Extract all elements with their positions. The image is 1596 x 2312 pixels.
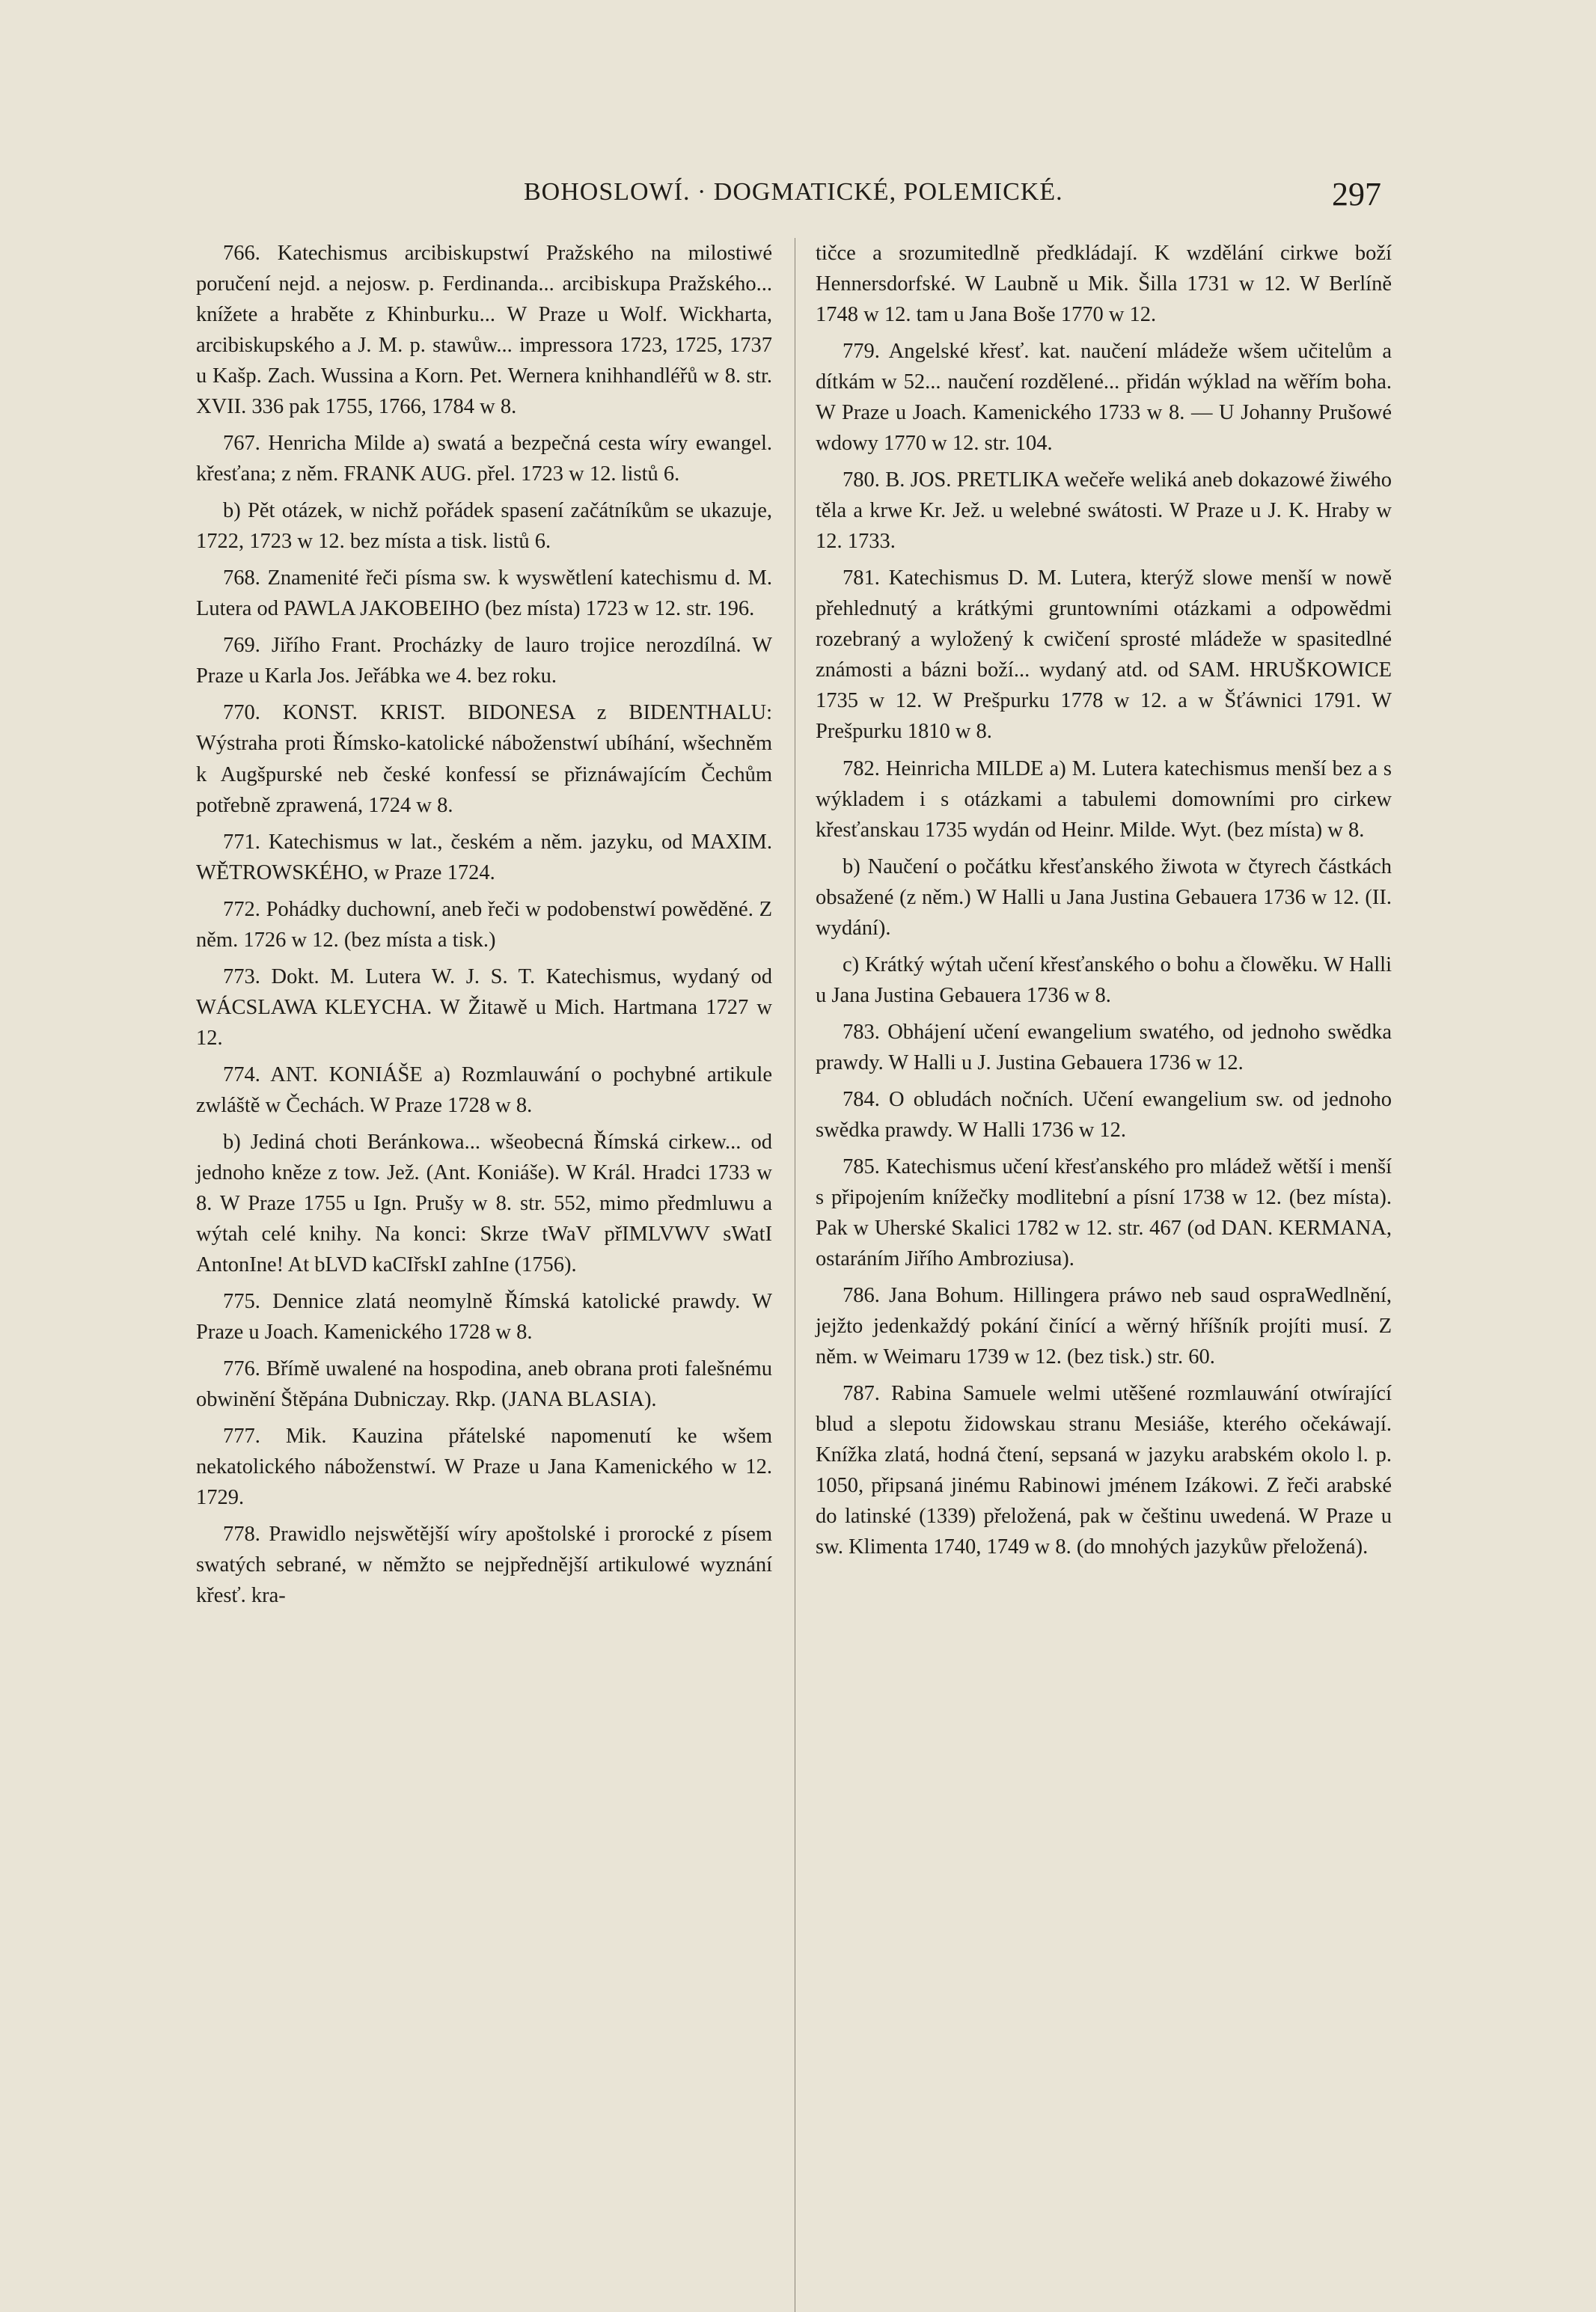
running-header: BOHOSLOWÍ. · DOGMATICKÉ, POLEMICKÉ. [524, 178, 1063, 206]
right-column [816, 238, 1392, 1568]
entry-786: 786. Jana Bohum. Hillingera práwo neb saud ospraWedlnění, jejžto jedenkaždý pokání činící a wěrný hříšník projíti musí. Z něm. w Weimaru 1739 w 12. (bez tisk.) str. 60. [816, 1284, 1392, 1369]
entry-770: 770. KONST. KRIST. BIDONESA z BIDENTHALU: Wýstraha proti Římsko-katolické náboženstwí ubíhání, wšechněm k Augšpurské neb české konfessí se přiznáwajícím Čechům potřebně zprawená, 1724 w 8. [196, 701, 772, 817]
entry-778: 778. Prawidlo nejswětější wíry apoštolské i prorocké z písem swatých sebrané, w němžto se nejpřednější artikulowé wyznání křesť. kra- [196, 1523, 772, 1608]
entry-779: 779. Angelské křesť. kat. naučení mládeže wšem učitelům a dítkám w 52... naučení rozdělené... přidán wýklad na wěřím boha. W Praze u Joach. Kamenického 1733 w 8. — U Johanny Prušowé wdowy 1770 w 12. str. 104. [816, 340, 1392, 456]
left-column [196, 238, 772, 1617]
entry-783: 783. Obhájení učení ewangelium swatého, od jednoho swědka prawdy. W Halli u J. Justina Gebauera 1736 w 12. [816, 1020, 1392, 1074]
entry-776: 776. Břímě uwalené na hospodina, aneb obrana proti falešnému obwinění Štěpána Dubniczay. Rkp. (JANA BLASIA). [196, 1357, 772, 1412]
entry-774-a: 774. ANT. KONIÁŠE a) Rozmlauwání o pochybné artikule zwláště w Čechách. W Praze 1728 w 8. [196, 1062, 772, 1117]
entry-784: 784. O obludách nočních. Učení ewangelium sw. od jednoho swědka prawdy. W Halli 1736 w 12. [816, 1087, 1392, 1142]
page-number: 297 [1332, 176, 1381, 212]
entry-785: 785. Katechismus učení křesťanského pro mládež wětší i menší s připojením knížečky modlitební a písní 1738 w 12. (bez místa). Pak w Uherské Skalici 1782 w 12. str. 467 (od DAN. KERMANA, ostaráním Jiřího Ambroziusa). [816, 1155, 1392, 1270]
entry-767-a: 767. Henricha Milde a) swatá a bezpečná cesta wíry ewangel. křesťana; z něm. FRANK AUG. přel. 1723 w 12. listů 6. [196, 432, 772, 486]
entry-767-b: b) Pět otázek, w nichž pořádek spasení začátníkům se ukazuje, 1722, 1723 w 12. bez místa a tisk. listů 6. [196, 499, 772, 554]
entry-782-a: 782. Heinricha MILDE a) M. Lutera katechismus menší bez a s wýkladem i s otázkami a tabulemi domowními pro cirkew křesťanskau 1735 wydán od Heinr. Milde. Wyt. (bez místa) w 8. [816, 756, 1392, 842]
entry-766: 766. Katechismus arcibiskupstwí Pražského na milostiwé poručení nejd. a nejosw. p. Ferdinanda... arcibiskupa Pražského... knížete a hraběte z Khinburku... W Praze u Wolf. Wickharta, arcibiskupského a J. M. p. stawůw... impressora 1723, 1725, 1737 u Kašp. Zach. Wussina a Korn. Pet. Wernera knihhandléřů w 8. str. XVII. 336 pak 1755, 1766, 1784 w 8. [196, 242, 772, 419]
entry-782-c: c) Krátký wýtah učení křesťanského o bohu a člowěku. W Halli u Jana Justina Gebauera 1736 w 8. [816, 952, 1392, 1007]
entry-772: 772. Pohádky duchowní, aneb řeči w podobenstwí powěděné. Z něm. 1726 w 12. (bez místa a tisk.) [196, 897, 772, 952]
entry-787: 787. Rabina Samuele welmi utěšené rozmlauwání otwírající blud a slepotu židowskau stranu Mesiáše, kterého očekáwají. Knížka zlatá, hodná čtení, sepsaná w jazyku arabském okolo l. p. 1050, připsaná jinému Rabinowi jménem Izákowi. Z řeči arabské do latinské (1339) přeložená, pak w češtinu uwedená. W Praze u sw. Klimenta 1740, 1749 w 8. (do mnohých jazykůw přeložená). [816, 1382, 1392, 1559]
entry-780: 780. B. JOS. PRETLIKA wečeře weliká aneb dokazowé žiwého těla a krwe Kr. Jež. u welebné swátosti. W Praze u J. K. Hraby w 12. 1733. [816, 468, 1392, 554]
entry-775: 775. Dennice zlatá neomylně Římská katolické prawdy. W Praze u Joach. Kamenického 1728 w 8. [196, 1290, 772, 1345]
entry-777: 777. Mik. Kauzina přátelské napomenutí ke wšem nekatolického náboženstwí. W Praze u Jana Kamenického w 12. 1729. [196, 1425, 772, 1510]
entry-781: 781. Katechismus D. M. Lutera, kterýž slowe menší w nowě přehlednutý a krátkými gruntowními otázkami a odpowědmi rozebraný a wyložený k cwičení sprosté mládeže w spasitedlné známosti a bázni boží... wydaný atd. od SAM. HRUŠKOWICE 1735 w 12. W Prešpurku 1778 w 12. a w Šťáwnici 1791. W Prešpurku 1810 w 8. [816, 566, 1392, 744]
entry-768: 768. Znamenité řeči písma sw. k wyswětlení katechismu d. M. Lutera od PAWLA JAKOBEIHO (bez místa) 1723 w 12. str. 196. [196, 566, 772, 621]
entry-778-continued: tičce a srozumitedlně předkládají. K wzdělání cirkwe boží Hennersdorfské. W Laubně u Mik. Šilla 1731 w 12. W Berlíně 1748 w 12. tam u Jana Boše 1770 w 12. [816, 242, 1392, 327]
entry-773: 773. Dokt. M. Lutera W. J. S. T. Katechismus, wydaný od WÁCSLAWA KLEYCHA. W Žitawě u Mich. Hartmana 1727 w 12. [196, 964, 772, 1050]
entry-771: 771. Katechismus w lat., českém a něm. jazyku, od MAXIM. WĚTROWSKÉHO, w Praze 1724. [196, 830, 772, 884]
entry-782-b: b) Naučení o počátku křesťanského žiwota w čtyrech částkách obsažené (z něm.) W Halli u Jana Justina Gebauera 1736 w 12. (II. wydání). [816, 854, 1392, 940]
entry-769: 769. Jiřího Frant. Procházky de lauro trojice nerozdílná. W Praze u Karla Jos. Jeřábka we 4. bez roku. [196, 634, 772, 688]
entry-774-b: b) Jediná choti Beránkowa... wšeobecná Římská cirkew... od jednoho kněze z tow. Jež. (Ant. Koniáše). W Král. Hradci 1733 w 8. W Praze 1755 u Ign. Prušy w 8. str. 552, mimo předmluwu a wýtah celé knihy. Na konci: Skrze tWaV přIMLVWV sWatI AntonIne! At bLVD kaCIřskI zahIne (1756). [196, 1130, 772, 1276]
